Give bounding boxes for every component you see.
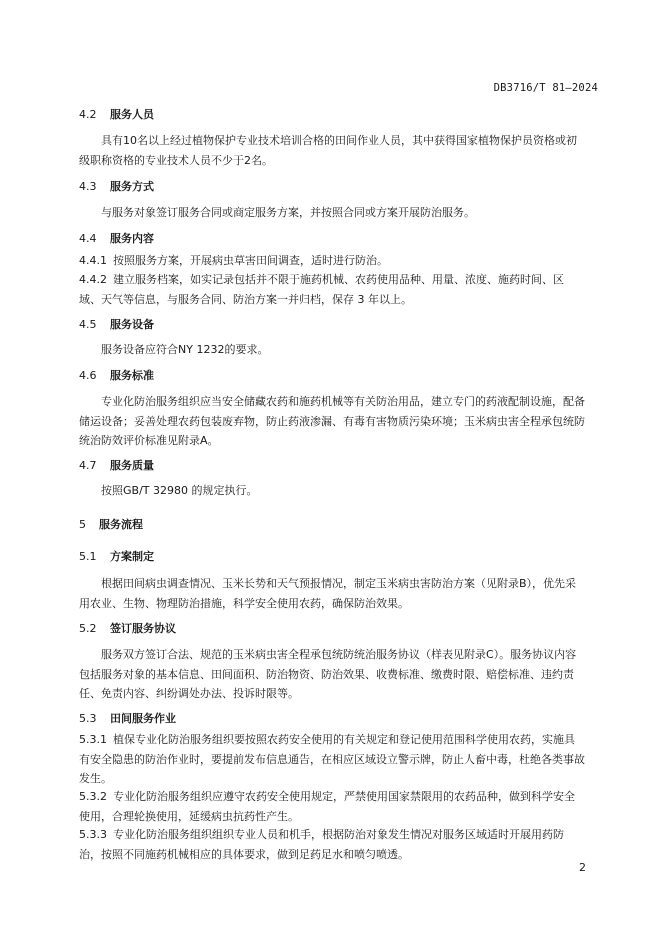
section-4-7-heading: [79, 456, 154, 476]
section-4-6-paragraph: 专业化防治服务组织应当安全储藏农药和施药机械等有关防治用品，建立专门的药液配制设施，配备储运设备；妥善处理农药包装废弃物，防止药液渗漏、有毒有害物质污染环境；玉米病虫害全程承包统防统治防效评价标准见附录A。: [79, 395, 585, 447]
section-title: 服务标准: [110, 369, 154, 382]
clause-text: 按照服务方案，开展病虫草害田间调查，适时进行防治。: [113, 254, 388, 267]
section-title: 方案制定: [110, 550, 154, 563]
chapter-title: 服务流程: [99, 518, 143, 531]
section-5-2-heading: [79, 619, 176, 639]
section-title: 服务内容: [110, 232, 154, 245]
section-4-4-heading: [79, 229, 154, 249]
section-4-7-paragraph: 按照GB/T 32980 的规定执行。: [101, 484, 258, 497]
section-4-2-heading: [79, 105, 154, 125]
section-5-1-paragraph: 根据田间病虫调查情况、玉米长势和天气预报情况，制定玉米病虫害防治方案（见附录B），优先采用农业、生物、物理防治措施，科学安全使用农药，确保防治效果。: [79, 577, 577, 610]
clause-5-3-1: [79, 730, 585, 789]
section-number: 4.5: [79, 318, 97, 331]
section-5-2-paragraph: 服务双方签订合法、规范的玉米病虫害全程承包统防统治服务协议（样表见附录C）。服务协议内容包括服务对象的基本信息、田间面积、防治物资、防治效果、收费标准、缴费时限、赔偿标准、违约责任、免责内容、纠纷调处办法、投诉时限等。: [79, 648, 577, 700]
section-4-5-paragraph: 服务设备应符合NY 1232的要求。: [101, 343, 269, 356]
section-number: 5.3: [79, 712, 97, 725]
clause-5-3-3: [79, 825, 585, 864]
chapter-5-heading: [79, 515, 143, 535]
document-code: DB3716/T 81—2024: [493, 82, 598, 94]
clause-number: 5.3.1: [79, 733, 107, 746]
section-number: 4.3: [79, 180, 97, 193]
section-4-5-heading: [79, 315, 154, 335]
section-number: 5.1: [79, 550, 97, 563]
section-4-2-paragraph: 具有10名以上经过植物保护专业技术培训合格的田间作业人员，其中获得国家植物保护员资格或初级职称资格的专业技术人员不少于2名。: [79, 134, 577, 167]
section-4-3-heading: [79, 177, 154, 197]
clause-number: 4.4.2: [79, 273, 107, 286]
clause-4-4-2: [79, 270, 585, 309]
clause-text: 植保专业化防治服务组织要按照农药安全使用的有关规定和登记使用范围科学使用农药，实施具有安全隐患的防治作业时，要提前发布信息通告，在相应区域设立警示牌，防止人畜中毒，杜绝各类事故发生。: [79, 733, 585, 785]
clause-4-4-1: [79, 251, 585, 271]
clause-5-3-2: [79, 787, 585, 826]
section-number: 4.2: [79, 108, 97, 121]
section-title: 服务人员: [110, 108, 154, 121]
section-4-6-heading: [79, 366, 154, 386]
chapter-number: 5: [79, 518, 86, 531]
section-title: 服务方式: [110, 180, 154, 193]
page-number: 2: [579, 861, 586, 874]
clause-text: 专业化防治服务组织应遵守农药安全使用规定，严禁使用国家禁限用的农药品种，做到科学安全使用，合理轮换使用，延缓病虫抗药性产生。: [79, 790, 575, 823]
clause-number: 5.3.2: [79, 790, 107, 803]
section-number: 4.6: [79, 369, 97, 382]
section-5-1-heading: [79, 547, 154, 567]
section-4-3-paragraph: 与服务对象签订服务合同或商定服务方案，并按照合同或方案开展防治服务。: [101, 206, 475, 219]
clause-number: 4.4.1: [79, 254, 107, 267]
section-title: 签订服务协议: [110, 622, 176, 635]
section-title: 田间服务作业: [110, 712, 176, 725]
clause-number: 5.3.3: [79, 828, 107, 841]
clause-text: 建立服务档案，如实记录包括并不限于施药机械、农药使用品种、用量、浓度、施药时间、区域、天气等信息，与服务合同、防治方案一并归档，保存 3 年以上。: [79, 273, 564, 306]
section-number: 4.4: [79, 232, 97, 245]
section-number: 4.7: [79, 459, 97, 472]
section-title: 服务设备: [110, 318, 154, 331]
section-number: 5.2: [79, 622, 97, 635]
clause-text: 专业化防治服务组织组织专业人员和机手，根据防治对象发生情况对服务区域适时开展用药防治，按照不同施药机械相应的具体要求，做到足药足水和喷匀喷透。: [79, 828, 564, 861]
section-5-3-heading: [79, 709, 176, 729]
section-title: 服务质量: [110, 459, 154, 472]
